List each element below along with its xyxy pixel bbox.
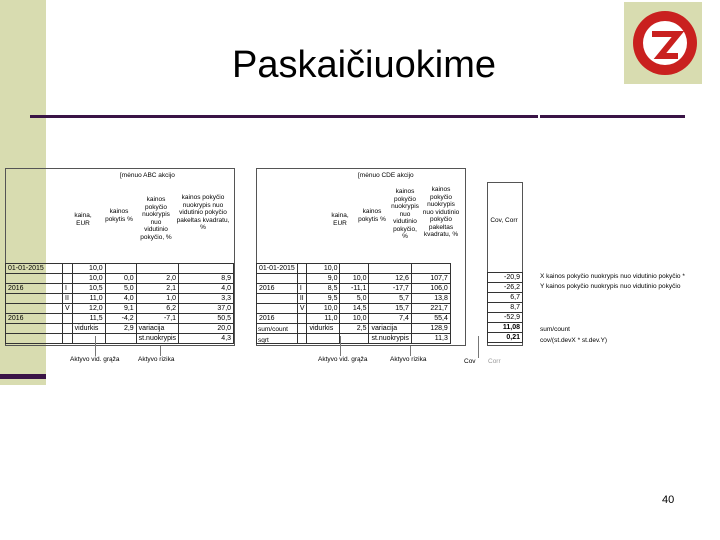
table2: [256, 263, 451, 344]
title-rule-right: [540, 115, 685, 118]
cov-note-3: sum/count: [540, 326, 570, 333]
table-row: st.nuokrypis 4,3: [6, 334, 234, 344]
cov-note-4: cov/(st.devX * st.dev.Y): [540, 337, 608, 344]
cov-label: Cov: [464, 358, 476, 365]
arrow-line: [410, 346, 411, 356]
table-row: 2016 11,0 10,0 7,4 55,4: [257, 314, 451, 324]
table-row: 6,7: [488, 293, 523, 303]
table-row: 0,21: [488, 333, 523, 343]
table1-header-squared: kainos pokyčio nuokrypis nuo vidutinio pokyčio pakeltas kvadratu, %: [176, 194, 230, 231]
table-row: vidurkis 2,9 variacija 20,0: [6, 324, 234, 334]
table-row: 2016 I 10,5 5,0 2,1 4,0: [6, 284, 234, 294]
university-logo: [630, 4, 700, 82]
corr-label: Corr: [488, 358, 501, 365]
table-row: 9,0 10,0 12,6 107,7: [257, 274, 451, 284]
table1-header-change: kainos pokytis %: [105, 208, 133, 223]
table2-header-price: kaina, EUR: [331, 212, 349, 227]
table1-header-deviation: kainos pokyčio nuokrypis nuo vidutinio pokyčio, %: [140, 196, 172, 241]
table-row: 11,08: [488, 323, 523, 333]
cov-table: [487, 272, 523, 343]
sidebar-strip: [0, 374, 46, 379]
table2-note-sumcount: sum/count: [258, 326, 288, 333]
table-row: 8,7: [488, 303, 523, 313]
table1-arrow-label-risk: Aktyvo rizika: [138, 356, 175, 363]
table-row: 2016 I 8,5 -11,1 -17,7 106,0: [257, 284, 451, 294]
arrow-line: [160, 346, 161, 356]
table-row: 10,0 0,0 2,0 8,9: [6, 274, 234, 284]
arrow-line: [95, 336, 96, 356]
table-row: 2016 11,5 -4,2 -7,1 50,5: [6, 314, 234, 324]
cov-header: Cov, Corr: [490, 217, 518, 224]
table2-arrow-label-return: Aktyvo vid. grąža: [318, 356, 368, 363]
table-row: -20,9: [488, 273, 523, 283]
table2-header-squared: kainos pokyčio nuokrypis nuo vidutinio pokyčio pakeltas kvadratu, %: [422, 186, 460, 238]
table-row: V 12,0 9,1 6,2 37,0: [6, 304, 234, 314]
arrow-line: [478, 336, 479, 358]
table-row: II 11,0 4,0 1,0 3,3: [6, 294, 234, 304]
cov-note-1: X kainos pokyčio nuokrypis nuo vidutinio pokyčio *: [540, 273, 685, 280]
cov-note-2: Y kainos pokyčio nuokrypis nuo vidutinio pokyčio: [540, 283, 681, 290]
table1-arrow-label-return: Aktyvo vid. grąža: [70, 356, 120, 363]
slide-title: Paskaičiuokime: [232, 44, 496, 86]
table-row: st.nuokrypis 11,3: [257, 334, 451, 344]
arrow-line: [340, 336, 341, 356]
table1: [5, 263, 234, 344]
table2-arrow-label-risk: Aktyvo rizika: [390, 356, 427, 363]
title-rule: [30, 115, 538, 118]
table-row: 01-01-2015 10,0: [6, 264, 234, 274]
table-row: -52,9: [488, 313, 523, 323]
table-row: II 9,5 5,0 5,7 13,8: [257, 294, 451, 304]
table1-caption: [mėnuo ABC akcijo: [120, 172, 175, 179]
table2-note-sqrt: sqrt: [258, 337, 269, 344]
table2-caption: [mėnuo CDE akcijo: [358, 172, 414, 179]
table2-header-deviation: kainos pokyčio nuokrypis nuo vidutinio pokyčio, %: [391, 188, 419, 240]
table-row: -26,2: [488, 283, 523, 293]
table-row: 01-01-2015 10,0: [257, 264, 451, 274]
page-number: 40: [662, 494, 675, 506]
table-row: vidurkis 2,5 variacija 128,9: [257, 324, 451, 334]
table2-header-change: kainos pokytis %: [358, 208, 386, 223]
table-row: V 10,0 14,5 15,7 221,7: [257, 304, 451, 314]
table1-header-price: kaina, EUR: [74, 212, 92, 227]
